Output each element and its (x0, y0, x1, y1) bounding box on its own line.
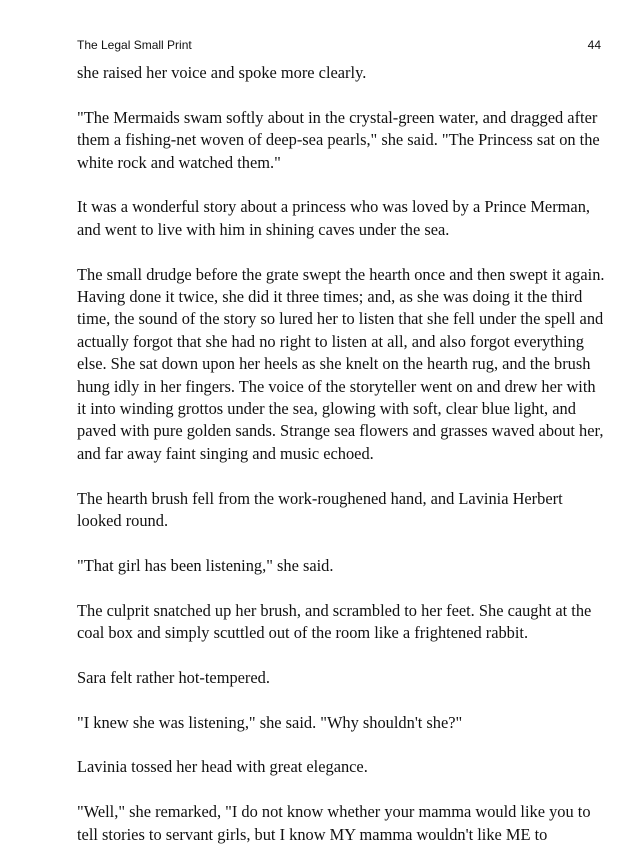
paragraph: "That girl has been listening," she said. (77, 555, 334, 575)
paragraph: Lavinia tossed her head with great elegance. (77, 757, 368, 777)
paragraph: "Well," she remarked, "I do not know whether your mamma would like you to tell stories to servant girls, but I know MY mamma wouldn't like ME to (77, 802, 591, 844)
body-text (77, 62, 607, 846)
paragraph: It was a wonderful story about a princess who was loved by a Prince Merman, and went to live with him in shining caves under the sea. (77, 197, 590, 239)
page-header (77, 36, 601, 54)
page-number: 44 (587, 38, 601, 52)
paragraph: The culprit snatched up her brush, and scrambled to her feet. She caught at the coal box and simply scuttled out of the room like a frightened rabbit. (77, 600, 592, 643)
paragraph: she raised her voice and spoke more clearly. (77, 63, 367, 82)
paragraph: "The Mermaids swam softly about in the crystal-green water, and dragged after them a fishing-net woven of deep-sea pearls," she said. "The Princess sat on the white rock and watched them." (77, 107, 600, 172)
paragraph: Sara felt rather hot-tempered. (77, 667, 270, 687)
paragraph: "I knew she was listening," she said. "Why shouldn't she?" (77, 712, 463, 732)
running-title: The Legal Small Print (77, 38, 192, 52)
paragraph: The small drudge before the grate swept the hearth once and then swept it again. Having done it twice, she did it three times; and, as she was doing it the third time, the sound of the story so lured her to listen that she fell under the spell and actually forgot that she had no right to listen at all, and also forgot everything else. She sat down upon her heels as she knelt on the hearth rug, and the brush hung idly in her fingers. The voice of the storyteller went on and drew her with it into winding grottos under the sea, glowing with soft, clear blue light, and paved with pure golden sands. Strange sea flowers and grasses waved about her, and far away faint singing and music echoed. (77, 264, 605, 463)
paragraph: The hearth brush fell from the work-roughened hand, and Lavinia Herbert looked round. (77, 488, 563, 531)
